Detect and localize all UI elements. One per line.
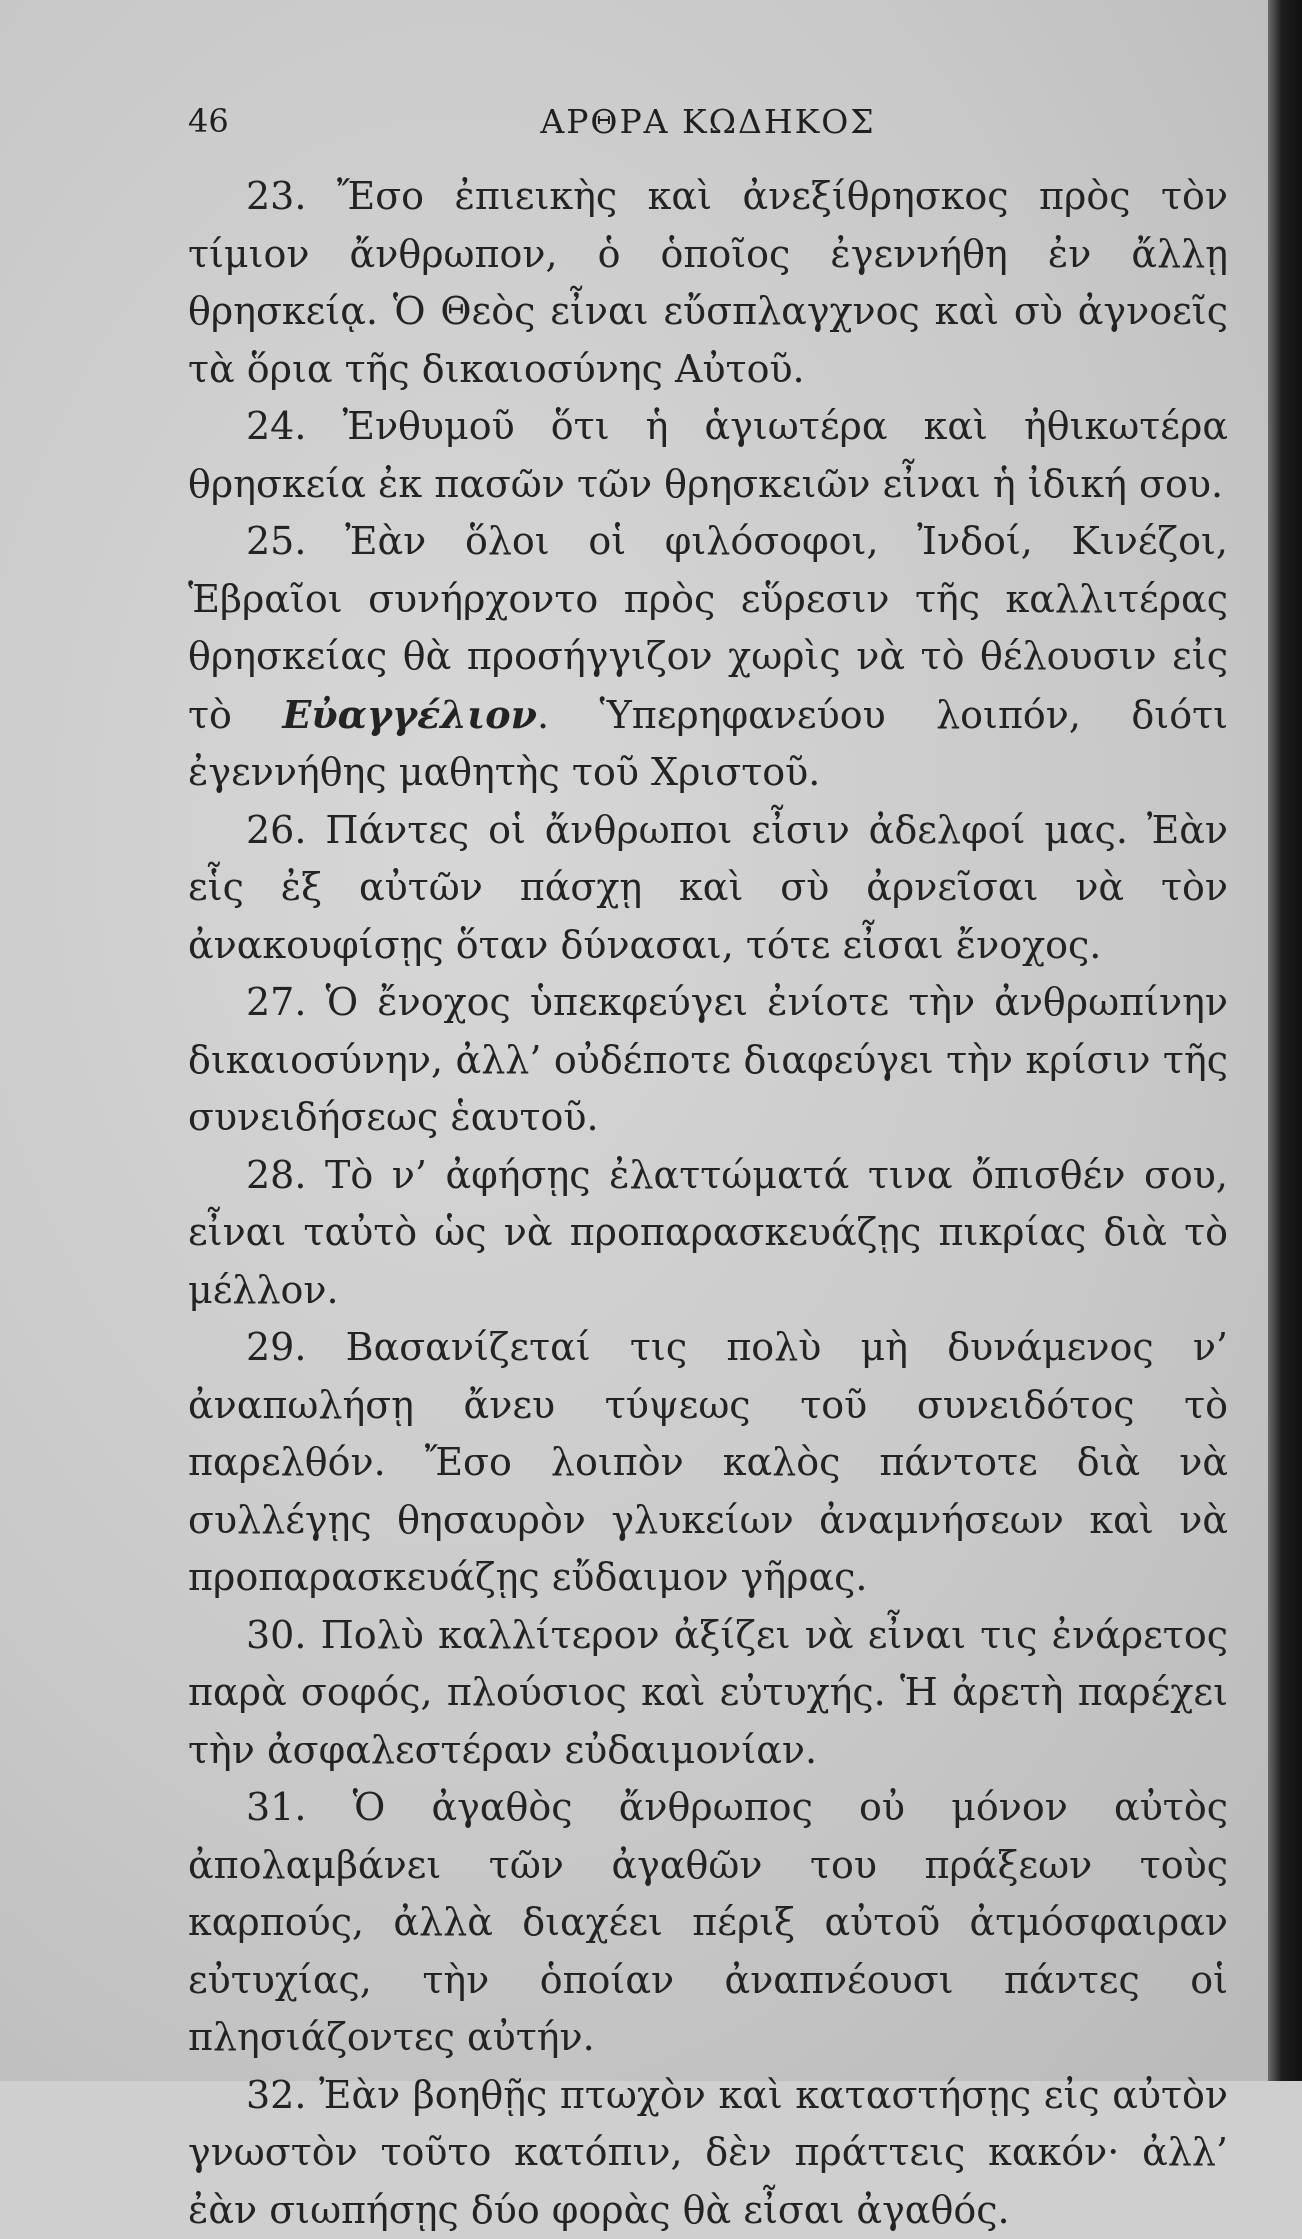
article-text: Ἐνθυμοῦ ὅτι ἡ ἁγιωτέρα καὶ ἠθικωτέρα θρησκεία ἐκ πασῶν τῶν θρησκειῶν εἶναι ἡ ἰδική σου. xyxy=(188,404,1228,506)
article-30 xyxy=(188,1607,1228,1780)
article-number: 28. xyxy=(246,1153,306,1197)
article-text: Βασανίζεταί τις πολὺ μὴ δυνάμενος ν’ ἀναπωλήσῃ ἄνευ τύψεως τοῦ συνειδότος τὸ παρελθόν. Ἔσο λοιπὸν καλὸς πάντοτε διὰ νὰ συλλέγῃς θησαυρὸν γλυκείων ἀναμνήσεων καὶ νὰ προπαρασκευάζῃς εὔδαιμον γῆρας. xyxy=(188,1325,1228,1599)
article-number: 25. xyxy=(246,519,306,563)
article-24 xyxy=(188,398,1228,513)
article-text: Ἔσο ἐπιεικὴς καὶ ἀνεξίθρησκος πρὸς τὸν τίμιον ἄνθρωπον, ὁ ὁποῖος ἐγεννήθη ἐν ἄλλῃ θρησκείᾳ. Ὁ Θεὸς εἶναι εὔσπλαγχνος καὶ σὺ ἀγνοεῖς τὰ ὅρια τῆς δικαιοσύνης Αὐτοῦ. xyxy=(188,174,1228,391)
emphasized-word: Εὐαγγέλιον xyxy=(282,692,537,737)
page-edge-shadow xyxy=(1268,0,1302,2081)
article-31 xyxy=(188,1779,1228,2067)
body-text xyxy=(188,168,1228,1868)
article-number: 23. xyxy=(246,174,306,218)
article-number: 31. xyxy=(246,1785,306,1829)
article-27 xyxy=(188,974,1228,1147)
article-text: Πολὺ καλλίτερον ἀξίζει νὰ εἶναι τις ἐνάρετος παρὰ σοφός, πλούσιος καὶ εὐτυχής. Ἡ ἀρετὴ παρέχει τὴν ἀσφαλεστέραν εὐδαιμονίαν. xyxy=(188,1613,1228,1772)
page-number: 46 xyxy=(188,102,229,140)
running-title: ΑΡΘΡΑ ΚΩΔΗΚΟΣ xyxy=(188,102,1228,141)
article-25 xyxy=(188,513,1228,802)
article-number: 30. xyxy=(246,1613,306,1657)
article-32 xyxy=(188,2067,1228,2239)
article-26 xyxy=(188,802,1228,975)
article-number: 26. xyxy=(246,808,306,852)
article-text: Ἐὰν βοηθῇς πτωχὸν καὶ καταστήσῃς εἰς αὐτὸν γνωστὸν τοῦτο κατόπιν, δὲν πράττεις κακόν· ἀλλ’ ἐὰν σιωπήσῃς δύο φορὰς θὰ εἶσαι ἀγαθός. xyxy=(188,2073,1228,2232)
article-28 xyxy=(188,1147,1228,1320)
article-text: Ὁ ἔνοχος ὑπεκφεύγει ἐνίοτε τὴν ἀνθρωπίνην δικαιοσύνην, ἀλλ’ οὐδέποτε διαφεύγει τὴν κρίσιν τῆς συνειδήσεως ἑαυτοῦ. xyxy=(188,980,1228,1139)
article-number: 24. xyxy=(246,404,306,448)
article-text: Τὸ ν’ ἀφήσῃς ἐλαττώματά τινα ὄπισθέν σου, εἶναι ταὐτὸ ὡς νὰ προπαρασκευάζῃς πικρίας διὰ τὸ μέλλον. xyxy=(188,1153,1228,1312)
article-text-continued: . Ὑπερηφανεύου λοιπόν, διότι ἐγεννήθης μαθητὴς τοῦ Χριστοῦ. xyxy=(188,693,1228,795)
page-header xyxy=(188,102,1228,152)
article-29 xyxy=(188,1319,1228,1607)
article-23 xyxy=(188,168,1228,398)
article-text: Ὁ ἀγαθὸς ἄνθρωπος οὐ μόνον αὐτὸς ἀπολαμβάνει τῶν ἀγαθῶν του πράξεων τοὺς καρπούς, ἀλλὰ διαχέει πέριξ αὐτοῦ ἀτμόσφαιραν εὐτυχίας, τὴν ὁποίαν ἀναπνέουσι πάντες οἱ πλησιάζοντες αὐτήν. xyxy=(188,1785,1228,2059)
article-number: 29. xyxy=(246,1325,306,1369)
article-number: 27. xyxy=(246,980,306,1024)
article-text: Ἐὰν ὅλοι οἱ φιλόσοφοι, Ἰνδοί, Κινέζοι, Ἑβραῖοι συνήρχοντο πρὸς εὕρεσιν τῆς καλλιτέρας θρησκείας θὰ προσήγγιζον χωρὶς νὰ τὸ θέλουσιν εἰς τὸ xyxy=(188,519,1228,737)
article-number: 32. xyxy=(246,2073,306,2117)
article-text: Πάντες οἱ ἄνθρωποι εἶσιν ἀδελφοί μας. Ἐὰν εἷς ἐξ αὐτῶν πάσχῃ καὶ σὺ ἀρνεῖσαι νὰ τὸν ἀνακουφίσῃς ὅταν δύνασαι, τότε εἶσαι ἔνοχος. xyxy=(188,808,1228,967)
